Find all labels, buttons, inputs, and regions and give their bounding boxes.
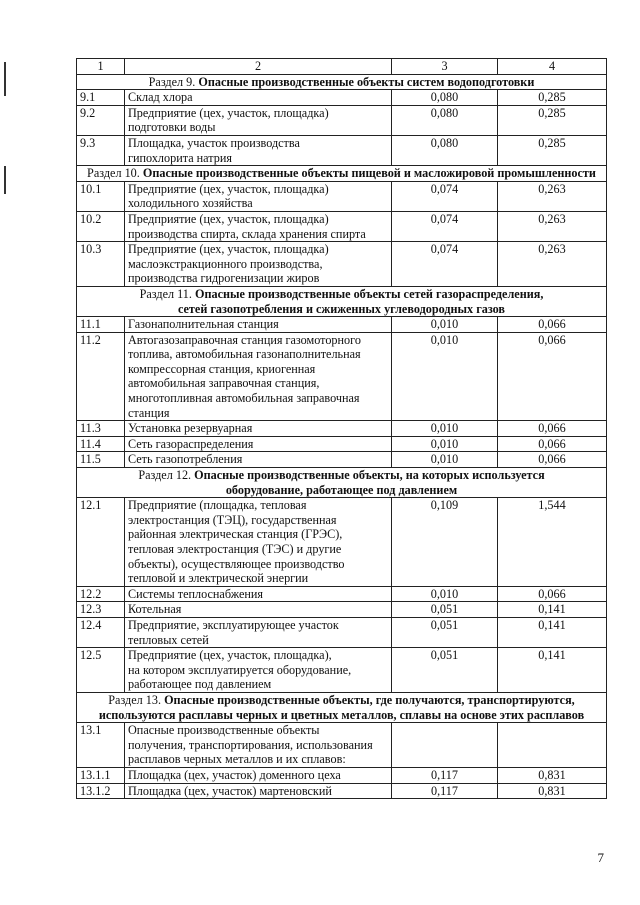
table-row xyxy=(77,767,607,783)
page-number: 7 xyxy=(597,850,604,865)
value-col4: 0,285 xyxy=(498,90,607,106)
table-row xyxy=(77,90,607,106)
table-row xyxy=(77,452,607,468)
value-col3: 0,080 xyxy=(392,135,498,165)
value-col3 xyxy=(392,723,498,768)
value-col3: 0,074 xyxy=(392,242,498,287)
object-name: Предприятие (цех, участок, площадка) производства спирта, склада хранения спирта xyxy=(125,211,392,241)
value-col4: 0,066 xyxy=(498,436,607,452)
object-name: Автогазозаправочная станция газомоторного топлива, автомобильная газонаполнительная компрессорная станция, криогенная автомобильная заправочная станция, многотопливная автомобильная заправочная станция xyxy=(125,332,392,421)
table-body xyxy=(77,59,607,799)
section-header-row xyxy=(77,74,607,90)
section-title-cell xyxy=(77,286,607,316)
section-number: Раздел 10. xyxy=(87,166,140,181)
item-number: 12.2 xyxy=(77,586,125,602)
table-row xyxy=(77,181,607,211)
object-name: Сеть газопотребления xyxy=(125,452,392,468)
value-col4: 0,831 xyxy=(498,767,607,783)
section-number: Раздел 13. xyxy=(108,692,162,707)
value-col4: 0,263 xyxy=(498,211,607,241)
object-name: Площадка (цех, участок) доменного цеха xyxy=(125,767,392,783)
value-col4: 0,831 xyxy=(498,783,607,799)
object-name: Предприятие, эксплуатирующее участок тепловых сетей xyxy=(125,617,392,647)
object-name: Предприятие (цех, участок, площадка) подготовки воды xyxy=(125,105,392,135)
object-name: Котельная xyxy=(125,602,392,618)
item-number: 10.1 xyxy=(77,181,125,211)
table-row xyxy=(77,421,607,437)
value-col4: 0,066 xyxy=(498,452,607,468)
table-row xyxy=(77,498,607,587)
item-number: 11.1 xyxy=(77,317,125,333)
value-col4: 0,066 xyxy=(498,317,607,333)
table-row xyxy=(77,135,607,165)
table-row xyxy=(77,617,607,647)
section-title-cell xyxy=(77,74,607,90)
section-header-row xyxy=(77,166,607,182)
section-title-cell xyxy=(77,468,607,498)
table-row xyxy=(77,332,607,421)
table-row xyxy=(77,242,607,287)
value-col4: 1,544 xyxy=(498,498,607,587)
section-title-cell xyxy=(77,692,607,722)
value-col4: 0,066 xyxy=(498,332,607,421)
section-title: Опасные производственные объекты пищевой и масложировой промышленности xyxy=(142,166,596,181)
table-row xyxy=(77,648,607,693)
section-number: Раздел 9. xyxy=(148,74,196,89)
value-col3: 0,080 xyxy=(392,105,498,135)
table-row xyxy=(77,602,607,618)
object-name: Предприятие (цех, участок, площадка), на котором эксплуатируется оборудование, работающее под давлением xyxy=(125,648,392,693)
value-col3: 0,051 xyxy=(392,602,498,618)
section-title: Опасные производственные объекты, на которых используется оборудование, работающее под давлением xyxy=(194,468,545,497)
object-name: Опасные производственные объекты получения, транспортирования, использования расплавов черных металлов и их сплавов: xyxy=(125,723,392,768)
section-number: Раздел 11. xyxy=(139,286,192,301)
value-col3: 0,010 xyxy=(392,452,498,468)
item-number: 10.2 xyxy=(77,211,125,241)
object-name: Сеть газораспределения xyxy=(125,436,392,452)
section-title: Опасные производственные объекты сетей газораспределения, сетей газопотребления и сжиженных углеводородных газов xyxy=(177,286,544,316)
column-number-cell: 4 xyxy=(498,59,607,75)
object-name: Площадка (цех, участок) мартеновский xyxy=(125,783,392,799)
object-name: Площадка, участок производства гипохлорита натрия xyxy=(125,135,392,165)
object-name: Склад хлора xyxy=(125,90,392,106)
table-row xyxy=(77,723,607,768)
item-number: 12.3 xyxy=(77,602,125,618)
column-number-cell: 1 xyxy=(77,59,125,75)
object-name: Системы теплоснабжения xyxy=(125,586,392,602)
table-row xyxy=(77,586,607,602)
section-header-row xyxy=(77,468,607,498)
column-number-row xyxy=(77,59,607,75)
table-row xyxy=(77,783,607,799)
value-col4: 0,285 xyxy=(498,135,607,165)
value-col4: 0,141 xyxy=(498,617,607,647)
item-number: 13.1 xyxy=(77,723,125,768)
value-col4: 0,263 xyxy=(498,181,607,211)
item-number: 9.2 xyxy=(77,105,125,135)
value-col3: 0,117 xyxy=(392,783,498,799)
value-col4: 0,141 xyxy=(498,648,607,693)
item-number: 11.4 xyxy=(77,436,125,452)
value-col4: 0,066 xyxy=(498,586,607,602)
section-title-cell xyxy=(77,166,607,182)
value-col3: 0,010 xyxy=(392,586,498,602)
margin-mark xyxy=(4,62,6,96)
table-row xyxy=(77,436,607,452)
item-number: 11.5 xyxy=(77,452,125,468)
column-number-cell: 2 xyxy=(125,59,392,75)
value-col4: 0,263 xyxy=(498,242,607,287)
section-header-row xyxy=(77,286,607,316)
table-row xyxy=(77,317,607,333)
value-col4: 0,285 xyxy=(498,105,607,135)
item-number: 12.5 xyxy=(77,648,125,693)
value-col3: 0,117 xyxy=(392,767,498,783)
section-title: Опасные производственные объекты, где получаются, транспортируются, используются расплавы черных и цветных металлов, сплавы на основе этих расплавов xyxy=(98,692,585,722)
section-title: Опасные производственные объекты систем водоподготовки xyxy=(198,74,535,89)
item-number: 13.1.2 xyxy=(77,783,125,799)
item-number: 11.3 xyxy=(77,421,125,437)
value-col3: 0,074 xyxy=(392,211,498,241)
margin-mark xyxy=(4,166,6,194)
value-col3: 0,010 xyxy=(392,317,498,333)
value-col3: 0,109 xyxy=(392,498,498,587)
value-col3: 0,051 xyxy=(392,648,498,693)
value-col3: 0,010 xyxy=(392,332,498,421)
item-number: 10.3 xyxy=(77,242,125,287)
column-number-cell: 3 xyxy=(392,59,498,75)
object-name: Предприятие (цех, участок, площадка) маслоэкстракционного производства, производства гидрогенизации жиров xyxy=(125,242,392,287)
value-col3: 0,010 xyxy=(392,436,498,452)
section-header-row xyxy=(77,692,607,722)
value-col4: 0,141 xyxy=(498,602,607,618)
value-col3: 0,010 xyxy=(392,421,498,437)
object-name: Предприятие (площадка, тепловая электростанция (ТЭЦ), государственная районная электрическая станция (ГРЭС), тепловая электростанция (ТЭС) и другие объекты), осуществляющее производство тепловой и электрической энергии xyxy=(125,498,392,587)
object-name: Газонаполнительная станция xyxy=(125,317,392,333)
table-row xyxy=(77,105,607,135)
item-number: 11.2 xyxy=(77,332,125,421)
value-col4: 0,066 xyxy=(498,421,607,437)
object-name: Установка резервуарная xyxy=(125,421,392,437)
item-number: 12.1 xyxy=(77,498,125,587)
item-number: 13.1.1 xyxy=(77,767,125,783)
item-number: 9.1 xyxy=(77,90,125,106)
item-number: 9.3 xyxy=(77,135,125,165)
value-col3: 0,051 xyxy=(392,617,498,647)
value-col3: 0,080 xyxy=(392,90,498,106)
section-number: Раздел 12. xyxy=(138,468,192,483)
hazard-objects-table xyxy=(76,58,607,799)
value-col3: 0,074 xyxy=(392,181,498,211)
item-number: 12.4 xyxy=(77,617,125,647)
table-row xyxy=(77,211,607,241)
value-col4 xyxy=(498,723,607,768)
object-name: Предприятие (цех, участок, площадка) холодильного хозяйства xyxy=(125,181,392,211)
